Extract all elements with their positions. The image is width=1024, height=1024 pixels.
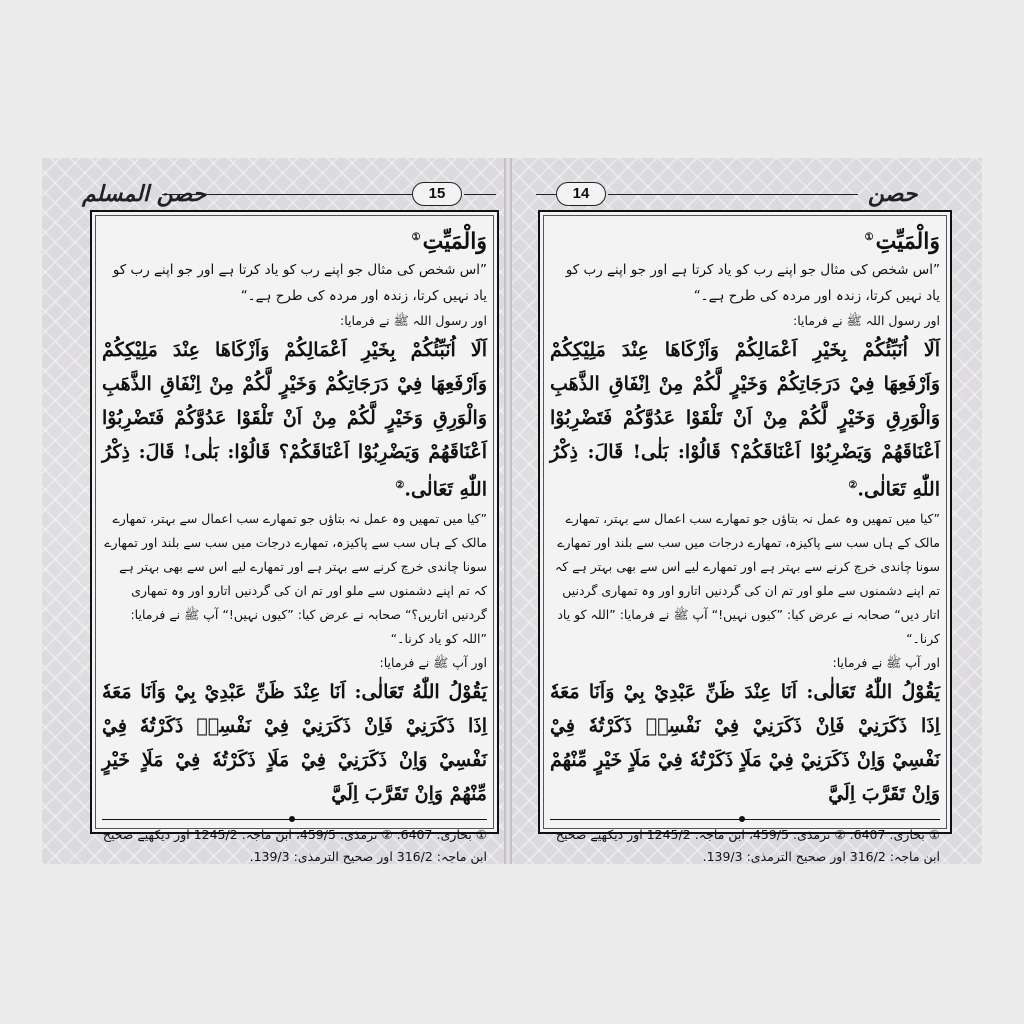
text-frame bbox=[538, 210, 952, 864]
footnote: ① بخاری: 6407. ② ترمذی: 459/5، ابن ماجہ: 1245/2 اور دیکھیے صحیح ابن ماجہ: 316/2 اور صحیح الترمذی: 139/3. bbox=[102, 826, 487, 864]
section-heading: وَالْمَيِّتِ① bbox=[864, 228, 940, 255]
translation-text: ”کیا میں تمھیں وہ عمل نہ بتاؤں جو تمھارے سب اعمال سے بہتر، تمھارے مالک کے ہاں سب سے پاکیزہ، تمھارے درجات میں سب سے بلند اور تمھارے سونا چاندی خرچ کرنے سے بہتر ہے اور تمھارے لیے اس سے بھی بہتر ہے کہ تم اپنے دشمنوں سے ملو اور تم ان کی گردنیں اتارو اور وہ تمھاری گردنیں اتار دیں“ صحابہ نے عرض کیا: ”کیوں نہیں!“ آپ ﷺ نے فرمایا: ”اللہ کو یاد کرنا۔“ bbox=[554, 510, 940, 646]
intro-text: اور آپ ﷺ نے فرمایا: bbox=[832, 654, 940, 670]
page-header bbox=[42, 180, 504, 210]
section-heading: وَالْمَيِّتِ① bbox=[411, 228, 487, 255]
translation-text: ”اس شخص کی مثال جو اپنے رب کو یاد کرتا ہے اور جو اپنے رب کو یاد نہیں کرتا، زندہ اور مردہ کی طرح ہے۔“ bbox=[565, 262, 940, 305]
footnote-divider bbox=[550, 819, 940, 820]
arabic-hadith: يَقُوْلُ اللّٰهُ تَعَالٰى: اَنَا عِنْدَ ظَنِّ عَبْدِيْ بِيْ وَاَنَا مَعَهٗ اِذَا ذَكَرَنِيْ فَاِنْ ذَكَرَنِيْ فِيْ نَفْسِهٖ ذَكَرْتُهٗ فِيْ نَفْسِيْ وَاِنْ ذَكَرَنِيْ فِيْ مَلَاٍ ذَكَرْتُهٗ فِيْ مَلَاٍ خَيْرٍ مِّنْهُمْ وَاِنْ تَقَرَّبَ اِلَيَّ bbox=[102, 680, 487, 805]
page-header bbox=[512, 180, 982, 210]
book-logo: حصن المسلم bbox=[82, 181, 207, 207]
intro-text: اور رسول اللہ ﷺ نے فرمایا: bbox=[340, 313, 487, 329]
arabic-hadith: اَلَا اُنَبِّئُكُمْ بِخَيْرِ اَعْمَالِكُمْ وَاَزْكَاهَا عِنْدَ مَلِيْكِكُمْ وَاَرْفَعِهَا فِيْ دَرَجَاتِكُمْ وَخَيْرٍ لَّكُمْ مِنْ اِنْفَاقِ الذَّهَبِ وَالْوَرِقِ وَخَيْرٍ لَّكُمْ مِنْ اَنْ تَلْقَوْا عَدُوَّكُمْ فَتَضْرِبُوْا اَعْنَاقَهُمْ وَيَضْرِبُوْا اَعْنَاقَكُمْ؟ قَالُوْا: بَلٰى! قَالَ: ذِكْرُ اللّٰهِ تَعَالٰى.② bbox=[550, 339, 940, 501]
open-book bbox=[42, 158, 982, 864]
book-logo: حصن bbox=[868, 181, 918, 207]
translation-text: ”کیا میں تمھیں وہ عمل نہ بتاؤں جو تمھارے سب اعمال سے بہتر، تمھارے مالک کے ہاں سب سے پاکیزہ، تمھارے درجات میں سب سے بلند اور تمھارے سونا چاندی خرچ کرنے سے بہتر ہے اور تمھارے لیے اس سے بھی بہتر ہے کہ تم اپنے دشمنوں سے ملو اور تم ان کی گردنیں اتارو اور وہ تمھاری گردنیں اتاریں؟“ صحابہ نے عرض کیا: ”کیوں نہیں!“ آپ ﷺ نے فرمایا: ”اللہ کو یاد کرنا۔“ bbox=[104, 510, 487, 646]
arabic-hadith: يَقُوْلُ اللّٰهُ تَعَالٰى: اَنَا عِنْدَ ظَنِّ عَبْدِيْ بِيْ وَاَنَا مَعَهٗ اِذَا ذَكَرَنِيْ فَاِنْ ذَكَرَنِيْ فِيْ نَفْسِهٖ ذَكَرْتُهٗ فِيْ نَفْسِيْ وَاِنْ ذَكَرَنِيْ فِيْ مَلَاٍ ذَكَرْتُهٗ فِيْ مَلَاٍ خَيْرٍ مِّنْهُمْ وَاِنْ تَقَرَّبَ اِلَيَّ bbox=[550, 680, 940, 805]
page-number: 14 bbox=[556, 182, 606, 206]
footnote-divider bbox=[102, 819, 487, 820]
translation-text: ”اس شخص کی مثال جو اپنے رب کو یاد کرتا ہے اور جو اپنے رب کو یاد نہیں کرتا، زندہ اور مردہ کی طرح ہے۔“ bbox=[112, 262, 487, 305]
arabic-hadith: اَلَا اُنَبِّئُكُمْ بِخَيْرِ اَعْمَالِكُمْ وَاَزْكَاهَا عِنْدَ مَلِيْكِكُمْ وَاَرْفَعِهَا فِيْ دَرَجَاتِكُمْ وَخَيْرٍ لَّكُمْ مِنْ اِنْفَاقِ الذَّهَبِ وَالْوَرِقِ وَخَيْرٍ لَّكُمْ مِنْ اَنْ تَلْقَوْا عَدُوَّكُمْ فَتَضْرِبُوْا اَعْنَاقَهُمْ وَيَضْرِبُوْا اَعْنَاقَكُمْ؟ قَالُوْا: بَلٰى! قَالَ: ذِكْرُ اللّٰهِ تَعَالٰى.② bbox=[102, 339, 487, 501]
page-right bbox=[512, 158, 982, 864]
page-left bbox=[42, 158, 504, 864]
page-number: 15 bbox=[412, 182, 462, 206]
book-gutter bbox=[504, 158, 512, 864]
intro-text: اور رسول اللہ ﷺ نے فرمایا: bbox=[793, 313, 940, 329]
footnote: ① بخاری: 6407. ② ترمذی: 459/5، ابن ماجہ: 1245/2 اور دیکھیے صحیح ابن ماجہ: 316/2 اور صحیح الترمذی: 139/3. bbox=[555, 826, 940, 864]
text-frame bbox=[90, 210, 499, 864]
intro-text: اور آپ ﷺ نے فرمایا: bbox=[379, 654, 487, 670]
